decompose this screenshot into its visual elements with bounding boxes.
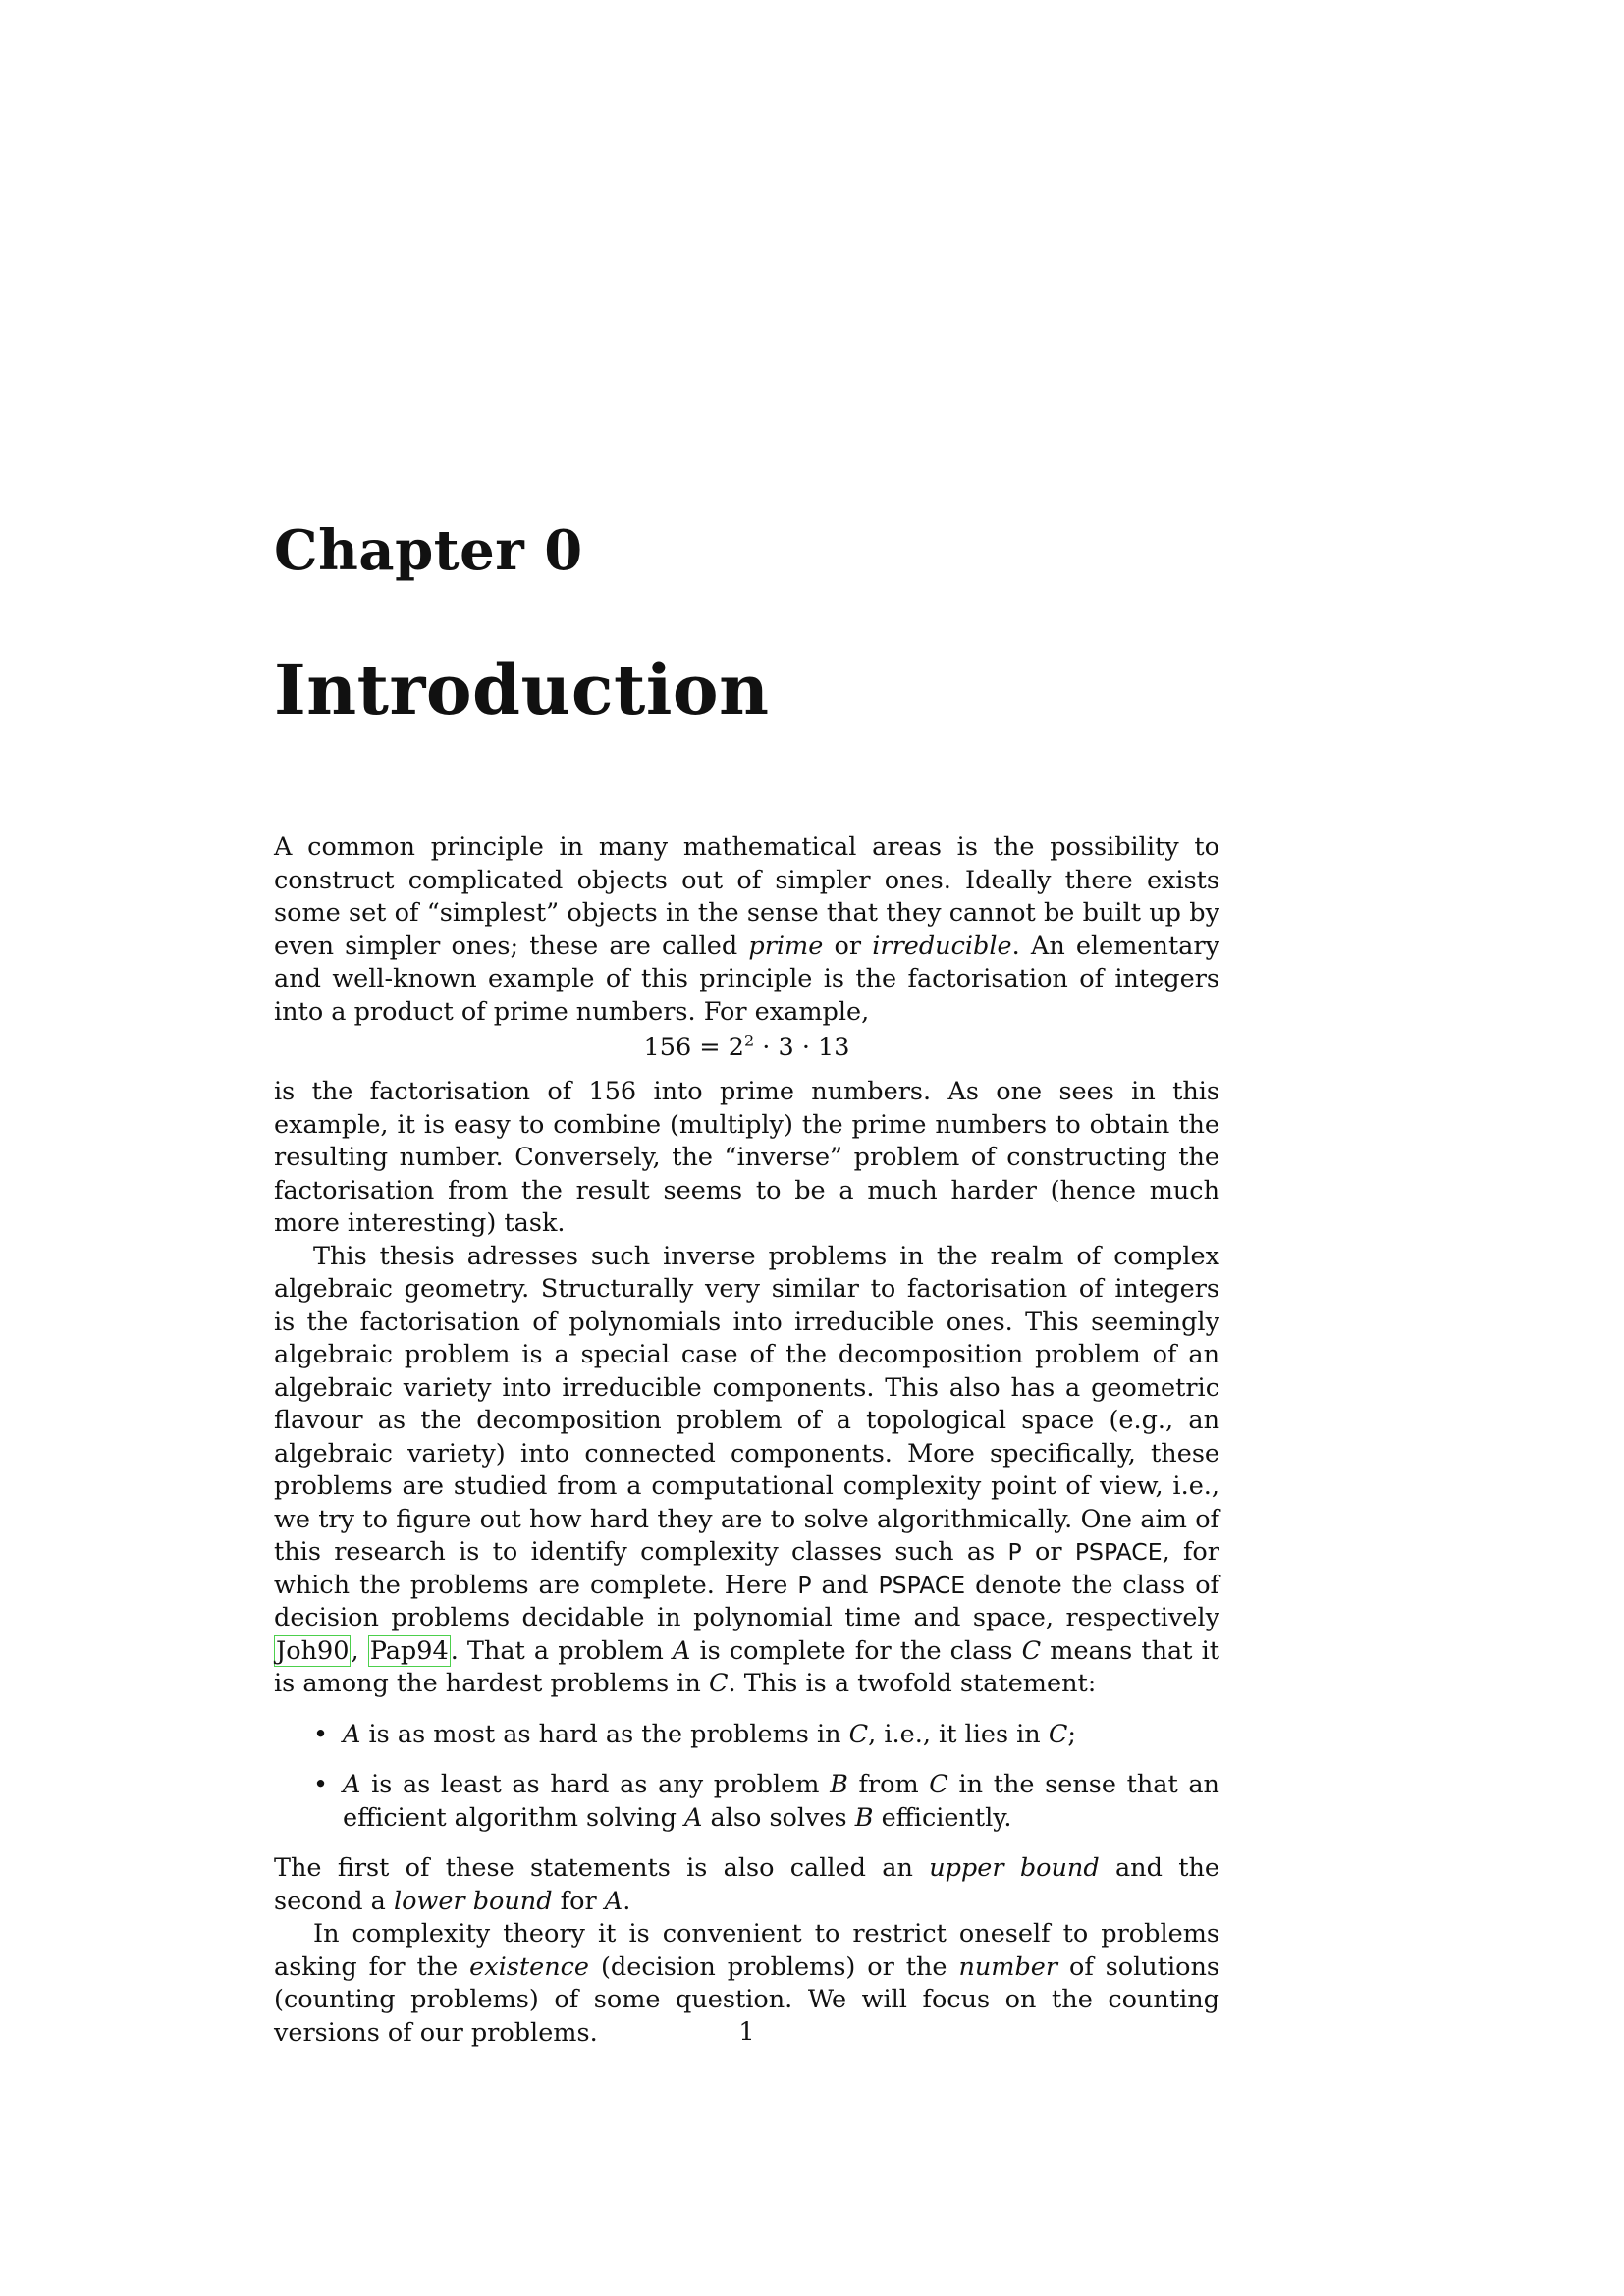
text-run: also solves [702,1802,855,1833]
text-run: . That a problem [450,1635,673,1666]
text-run: . This is a twofold statement: [728,1669,1097,1698]
text-run: efficiently. [873,1802,1012,1833]
text-run: is complete for the class [690,1635,1022,1666]
chapter-label: Chapter 0 [274,518,583,583]
emphasis-lower-bound: lower bound [393,1886,553,1916]
equation-exponent: 2 [743,1031,755,1050]
math-class-c: C [848,1719,869,1749]
math-var-a: A [343,1719,361,1749]
math-var-a: A [684,1802,703,1833]
text-run: is as least as hard as any problem [360,1770,831,1799]
text-run: is as most as hard as the problems in [360,1719,849,1749]
text-run: and [811,1570,879,1600]
math-class-c: C [708,1669,729,1698]
emphasis-irreducible: irreducible [872,931,1012,961]
paragraph-intro [274,831,1219,1029]
text-run: in the sense that an efficient algorithm solving [343,1770,1219,1833]
display-equation [274,1031,1219,1064]
text-run: A common principle in many mathematical areas is the possibility to construct complicated objects out of simpler ones. Ideally there exists some set of “simplest” objects in the sense that they cannot be built up by even simpler ones; these are called [274,832,1219,961]
citation-link-joh90[interactable]: Joh90 [276,1635,350,1666]
text-run: or [1021,1537,1075,1567]
text-run: means that it is among the hardest problems in [274,1635,1220,1698]
text-run: for [552,1886,605,1916]
emphasis-existence: existence [469,1951,590,1982]
math-class-c: C [1048,1719,1068,1749]
math-var-b: B [830,1770,848,1799]
complexity-class-pspace: PSPACE [878,1571,966,1599]
text-run: , for which the problems are complete. Here [274,1537,1219,1600]
text-run: ; [1067,1719,1076,1749]
math-class-c: C [929,1770,948,1799]
bullet-icon: • [313,1719,329,1749]
text-run: This thesis adresses such inverse problems in the realm of complex algebraic geometry. Structurally very similar to factorisation of integers is the factorisation of polynomials into irreducible ones. This seemingly algebraic problem is a special case of the decomposition problem of an algebraic variety into irreducible components. This also has a geometric flavour as the decomposition problem of a topological space (e.g., an algebraic variety) into connected components. More specifically, these problems are studied from a computational complexity point of view, i.e., we try to figure out how hard they are to solve algorithmically. One aim of this research is to identify complexity classes such as [274,1241,1219,1567]
emphasis-prime: prime [748,931,824,961]
paragraph-bounds [274,1852,1219,1918]
text-run: denote the class of decision problems decidable in polynomial time and space, respectively [274,1570,1219,1632]
text-run: from [847,1770,930,1799]
complexity-class-p: P [1007,1538,1022,1566]
bullet-list [274,1719,1219,1836]
chapter-title: Introduction [274,649,770,730]
equation-rhs: · 3 · 13 [754,1033,850,1062]
complexity-class-p: P [797,1571,812,1599]
text-run: . An elementary and well-known example of this principle is the factorisation of integers into a product of prime numbers. For example, [274,931,1219,1027]
body-text [274,831,1219,2050]
equation-lhs: 156 = 2 [643,1033,744,1062]
text-run: of solutions (counting problems) of some question. We will focus on the counting versions of our problems. [274,1951,1219,2048]
emphasis-number: number [958,1951,1058,1982]
text-run: In complexity theory it is convenient to restrict oneself to problems asking for the [274,1919,1219,1982]
math-var-a: A [343,1770,361,1799]
paragraph-factorisation: is the factorisation of 156 into prime numbers. As one sees in this example, it is easy to combine (multiply) the prime numbers to obtain the resulting number. Conversely, the “inverse” problem of constructing the factorisation from the result seems to be a much harder (hence much more interesting) task. [274,1077,1219,1238]
paragraph-thesis [274,1241,1219,1701]
citation-link-pap94[interactable]: Pap94 [369,1635,449,1666]
math-var-a: A [672,1635,691,1666]
math-var-a: A [604,1886,623,1916]
complexity-class-pspace: PSPACE [1074,1538,1163,1566]
bullet-icon: • [313,1770,329,1799]
bullet-item-upper [274,1719,1219,1752]
math-class-c: C [1021,1635,1042,1666]
text-run: or [823,931,873,961]
text-run: The first of these statements is also called an [274,1853,930,1883]
bullet-item-lower [274,1769,1219,1835]
page-number: 1 [738,2017,755,2047]
text-run: , i.e., it lies in [868,1719,1049,1749]
math-var-b: B [854,1802,874,1833]
text-run: and the second a [274,1853,1219,1916]
text-run: . [623,1886,631,1916]
text-run: , [351,1635,368,1666]
text-run: (decision problems) or the [589,1951,959,1982]
emphasis-upper-bound: upper bound [929,1853,1100,1883]
